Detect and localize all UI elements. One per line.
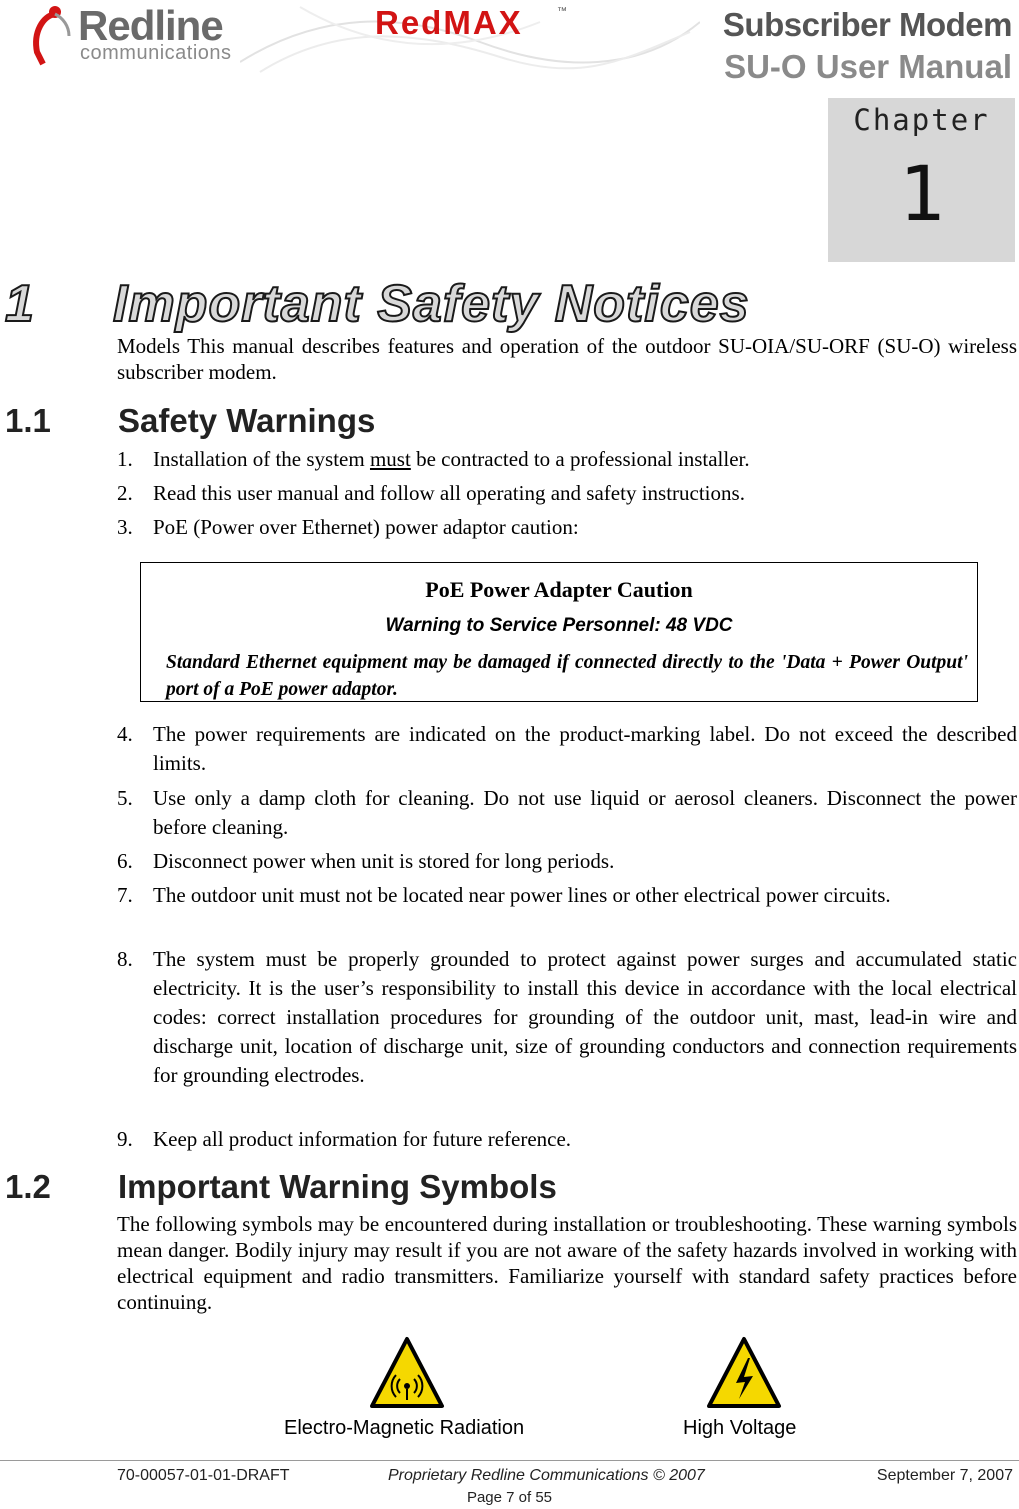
section-heading-warning-symbols xyxy=(5,1168,557,1206)
list-item-number: 1. xyxy=(117,447,133,471)
section-number: 1.1 xyxy=(5,402,51,439)
footer-divider xyxy=(0,1460,1019,1461)
caution-body: Standard Ethernet equipment may be damaged if connected directly to the 'Data + Power Output' port of a PoE power adaptor. xyxy=(166,652,968,700)
list-item xyxy=(117,784,1017,842)
footer-proprietary: Proprietary Redline Communications © 2007 xyxy=(388,1467,705,1484)
brand-red: Red xyxy=(375,4,444,41)
list-item-text: be contracted to a professional installer. xyxy=(410,447,750,471)
list-item-text: Keep all product information for future reference. xyxy=(153,1127,572,1151)
symbol-label-radiation: Electro-Magnetic Radiation xyxy=(284,1417,525,1439)
intro-paragraph: Models This manual describes features and operation of the outdoor SU-OIA/SU-ORF (SU-O) wireless subscriber modem. xyxy=(117,334,1017,384)
list-item-number: 3. xyxy=(117,515,133,539)
list-item xyxy=(117,881,1017,910)
high-voltage-warning-icon xyxy=(706,1336,782,1410)
redline-logo-icon xyxy=(25,4,85,74)
logo-wordmark: Redline xyxy=(78,2,223,49)
section-title: Important Warning Symbols xyxy=(118,1168,557,1205)
chapter-box xyxy=(828,98,1015,262)
section-heading-safety-warnings xyxy=(5,402,375,440)
list-item-text: Installation of the system xyxy=(153,447,370,471)
chapter-heading-text: Important Safety Notices xyxy=(113,275,750,333)
list-item-text: Use only a damp cloth for cleaning. Do not use liquid or aerosol cleaners. Disconnect the power before cleaning. xyxy=(153,786,1017,839)
list-item xyxy=(117,847,1017,876)
list-item-text: Read this user manual and follow all operating and safety instructions. xyxy=(153,481,745,505)
list-item-number: 2. xyxy=(117,481,133,505)
chapter-number: 1 xyxy=(898,149,945,238)
list-item-number: 4. xyxy=(117,722,133,746)
trademark-symbol: ™ xyxy=(557,6,567,17)
caution-warning: Warning to Service Personnel: 48 VDC xyxy=(385,615,733,636)
list-item xyxy=(117,1125,1017,1154)
symbols-paragraph: The following symbols may be encountered during installation or troubleshooting. These warning symbols mean danger. Bodily injury may result if you are not aware of the safety hazards involved in working with electrical equipment and radio transmitters. Familiarize yourself with standard safety practices before continuing. xyxy=(117,1212,1017,1314)
brand-max: MAX xyxy=(443,4,523,41)
logo-subtitle: communications xyxy=(80,42,232,64)
list-item xyxy=(117,479,1017,508)
list-item xyxy=(117,720,1017,778)
chapter-heading xyxy=(5,274,750,334)
document-subtitle: SU-O User Manual xyxy=(724,48,1012,85)
document-title: Subscriber Modem xyxy=(722,6,1012,43)
footer-date: September 7, 2007 xyxy=(876,1467,1013,1484)
list-item-text: Disconnect power when unit is stored for long periods. xyxy=(153,849,615,873)
emphasis-must: must xyxy=(369,447,411,471)
list-item-text: The power requirements are indicated on the product-marking label. Do not exceed the described limits. xyxy=(153,722,1017,775)
footer-page-number: Page 7 of 55 xyxy=(466,1489,553,1506)
chapter-heading-number: 1 xyxy=(5,275,35,333)
list-item-number: 7. xyxy=(117,883,133,907)
list-item xyxy=(117,513,1017,542)
list-item-number: 8. xyxy=(117,947,133,971)
footer-doc-id: 70-00057-01-01-DRAFT xyxy=(117,1467,290,1484)
poe-caution-box xyxy=(140,562,978,702)
page-header xyxy=(0,0,1019,95)
list-item-number: 5. xyxy=(117,786,133,810)
section-number: 1.2 xyxy=(5,1168,51,1205)
list-item-text: The outdoor unit must not be located near power lines or other electrical power circuits. xyxy=(153,883,891,907)
chapter-label: Chapter xyxy=(853,103,990,137)
list-item-text: The system must be properly grounded to protect against power surges and accumulated static electricity. It is the user’s responsibility to install this device in accordance with the local electrical codes: correct installation procedures for grounding of the outdoor unit, mast, lead-in wire and discharge unit, location of discharge unit, size of grounding conductors and connection requirements for grounding electrodes. xyxy=(153,947,1017,1087)
list-item-text: PoE (Power over Ethernet) power adaptor caution: xyxy=(153,515,579,539)
radiation-warning-icon xyxy=(369,1336,445,1410)
list-item xyxy=(117,445,1017,474)
symbol-label-high-voltage: High Voltage xyxy=(683,1417,797,1439)
list-item xyxy=(117,945,1017,1090)
list-item-number: 6. xyxy=(117,849,133,873)
brand-name xyxy=(375,4,523,42)
list-item-number: 9. xyxy=(117,1127,133,1151)
section-title: Safety Warnings xyxy=(118,402,376,439)
caution-title: PoE Power Adapter Caution xyxy=(425,577,693,602)
